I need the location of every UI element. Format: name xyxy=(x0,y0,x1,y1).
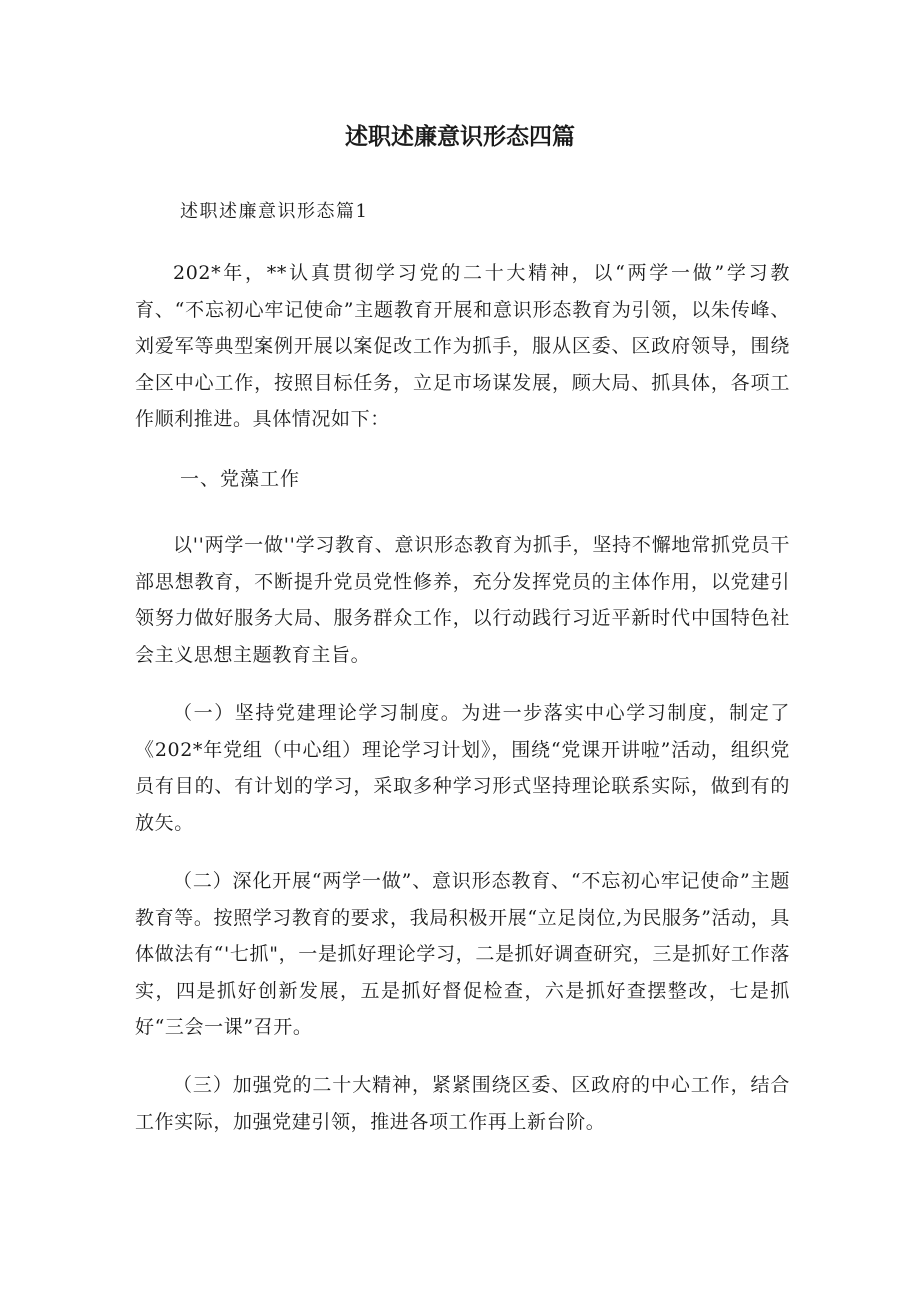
document-title: 述职述廉意识形态四篇 xyxy=(345,124,575,150)
paragraph-item-3: （三）加强党的二十大精神，紧紧围绕区委、区政府的中心工作，结合工作实际，加强党建引领，推进各项工作再上新台阶。 xyxy=(135,1074,790,1133)
paragraph-party-building: 以''两学一做''学习教育、意识形态教育为抓手，坚持不懈地常抓党员干部思想教育，不断提升党员党性修养，充分发挥党员的主体作用，以党建引领努力做好服务大局、服务群众工作，以行动践行习近平新时代中国特色社会主义思想主题教育主旨。 xyxy=(135,534,790,666)
document-subtitle: 述职述廉意识形态篇1 xyxy=(180,201,369,222)
section-heading: 一、党藻工作 xyxy=(180,468,301,490)
paragraph-intro: 202*年，**认真贯彻学习党的二十大精神，以“两学一做”学习教育、“不忘初心牢记使命”主题教育开展和意识形态教育为引领，以朱传峰、刘爱军等典型案例开展以案促改工作为抓手，服从区委、区政府领导，围绕全区中心工作，按照目标任务，立足市场谋发展，顾大局、抓具体，各项工作顺利推进。具体情况如下： xyxy=(135,262,790,430)
paragraph-item-2: （二）深化开展“两学一做”、意识形态教育、“不忘初心牢记使命”主题教育等。按照学习教育的要求，我局积极开展“立足岗位,为民服务”活动，具体做法有“'七抓"，一是抓好理论学习，二是抓好调查研究，三是抓好工作落实，四是抓好创新发展，五是抓好督促检查，六是抓好查摆整改，七是抓好“三会一课”召开。 xyxy=(135,870,790,1038)
paragraph-item-1: （一）坚持党建理论学习制度。为进一步落实中心学习制度，制定了《202*年党组（中心组）理论学习计划》，围绕“党课开讲啦”活动，组织党员有目的、有计划的学习，采取多种学习形式坚持理论联系实际，做到有的放矢。 xyxy=(135,702,790,834)
